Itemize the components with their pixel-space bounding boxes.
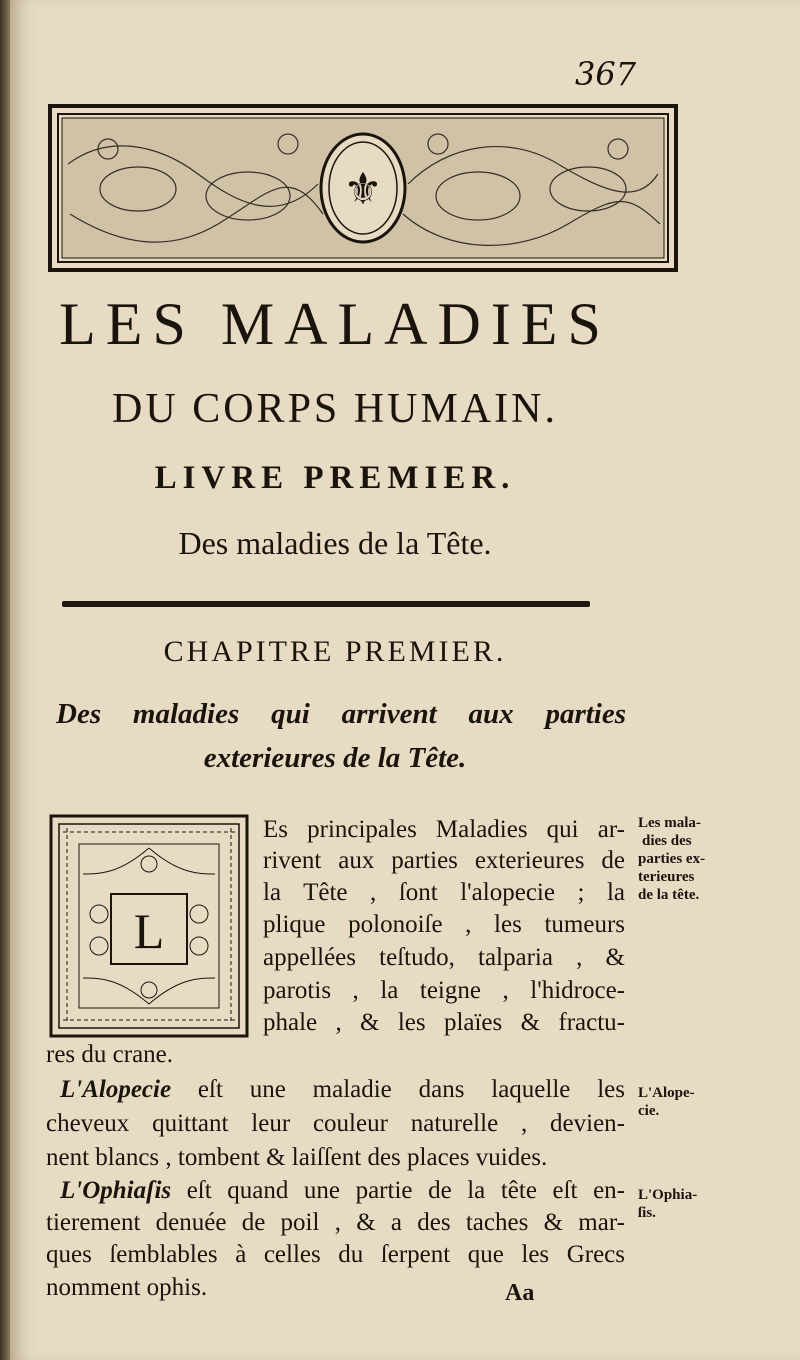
text-line: ques ſemblables à celles du ſerpent que les Grecs — [46, 1241, 625, 1268]
term-ophiasis: L'Ophiaſis — [60, 1177, 172, 1204]
text-line: parotis , la teigne , l'hidroce- — [263, 977, 625, 1004]
part-subject: Des maladies de la Tête. — [178, 525, 492, 561]
text-line: plique polonoiſe , les tumeurs — [263, 911, 625, 938]
page-number: 367 — [575, 55, 637, 93]
text-line: tierement denuée de poil , & a des taches & mar- — [46, 1209, 625, 1236]
text-line: phale , & les plaïes & fractu- — [263, 1009, 625, 1036]
chapter-heading: CHAPITRE PREMIER. — [163, 635, 507, 668]
text-line: nomment ophis. — [46, 1274, 208, 1301]
initial-letter: L — [133, 903, 165, 959]
ornamental-headpiece — [48, 104, 678, 272]
text-line: rivent aux parties exterieures de — [263, 847, 625, 874]
book-subtitle: DU CORPS HUMAIN. — [112, 386, 558, 432]
text-line: cheveux quittant leur couleur naturelle , devien- — [46, 1110, 625, 1137]
section-divider — [62, 601, 590, 607]
term-alopecie: L'Alopecie — [60, 1076, 172, 1103]
book-spine-edge — [0, 0, 10, 1360]
text-line: la Tête , ſont l'alopecie ; la — [263, 879, 625, 906]
signature-mark: Aa — [505, 1280, 535, 1306]
margin-note: L'Alope- cie. — [638, 1085, 695, 1119]
book-part: LIVRE PREMIER. — [154, 460, 516, 496]
text-line: L'Ophiaſis eſt quand une partie de la tête eſt en- — [60, 1177, 625, 1204]
margin-note: Les mala- dies des parties ex- terieures de la tête. — [638, 815, 706, 903]
book-title: LES MALADIES — [59, 291, 611, 357]
text-line: appellées teſtudo, talparia , & — [263, 944, 625, 971]
fleur-de-lis-icon: ⚜ — [343, 164, 383, 215]
text-line: Es principales Maladies qui ar- — [263, 816, 625, 843]
text-line: L'Alopecie eſt une maladie dans laquelle les — [60, 1076, 625, 1103]
chapter-title-line: exterieures de la Tête. — [203, 742, 467, 774]
text-line: res du crane. — [46, 1041, 174, 1068]
text-line: nent blancs , tombent & laiſſent des places vuides. — [46, 1144, 548, 1171]
chapter-title-line: Des maladies qui arrivent aux parties — [56, 698, 626, 730]
decorated-initial — [49, 814, 249, 1038]
margin-note: L'Ophia- ſis. — [638, 1187, 698, 1221]
book-page — [10, 0, 800, 1360]
